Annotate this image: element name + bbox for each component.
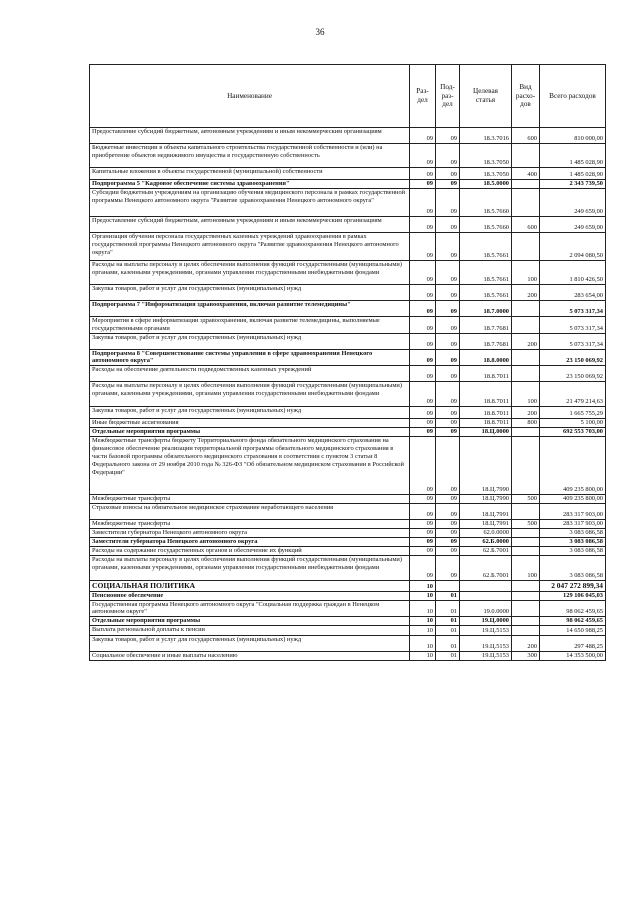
row-target: 18.Ц.7991 [460, 520, 512, 529]
row-target: 18.Ц.0000 [460, 428, 512, 437]
row-podrazdel: 09 [436, 144, 460, 168]
row-vid [512, 547, 540, 556]
row-total: 692 553 703,00 [540, 428, 606, 437]
row-target: 18.7.7681 [460, 333, 512, 349]
row-name: Предоставление субсидий бюджетным, автономным учреждениям и иным некоммерческим организациям [90, 128, 410, 144]
table-row [90, 317, 606, 334]
row-name: Иные бюджетные ассигнования [90, 419, 410, 428]
row-total: 1 485 028,90 [540, 144, 606, 168]
row-vid: 200 [512, 636, 540, 652]
row-total: 98 062 459,65 [540, 600, 606, 617]
table-row [90, 233, 606, 261]
row-total: 2 094 080,50 [540, 233, 606, 261]
row-razdel: 10 [410, 581, 436, 591]
row-razdel: 09 [410, 504, 436, 520]
table-row [90, 504, 606, 520]
row-razdel: 10 [410, 626, 436, 636]
row-podrazdel: 09 [436, 504, 460, 520]
row-podrazdel: 09 [436, 382, 460, 407]
header-podrazdel: Под- раз- дел [436, 65, 460, 128]
row-name: Государственная программа Ненецкого автономного округа "Социальная поддержка граждан в Ненецком автономном округе" [90, 600, 410, 617]
row-podrazdel: 09 [436, 285, 460, 301]
row-vid [512, 581, 540, 591]
row-target: 62.Б.7001 [460, 547, 512, 556]
row-total: 283 317 903,00 [540, 520, 606, 529]
row-total: 2 343 739,50 [540, 180, 606, 189]
row-name: Страховые взносы на обязательное медицинское страхование неработающего населения [90, 504, 410, 520]
row-vid [512, 437, 540, 495]
row-podrazdel: 09 [436, 301, 460, 317]
table-row [90, 168, 606, 180]
row-name: Социальное обеспечение и иные выплаты населению [90, 652, 410, 661]
row-vid [512, 626, 540, 636]
row-target: 18.Ц.7991 [460, 504, 512, 520]
row-target: 18.8.7011 [460, 366, 512, 382]
row-vid: 100 [512, 382, 540, 407]
row-name: Субсидии бюджетным учреждениям на организацию обучения медицинского персонала в рамках государственной программы Ненецкого автономного округа "Развитие здравоохранения Ненецкого автономного округа" [90, 189, 410, 217]
row-vid: 200 [512, 407, 540, 419]
row-target: 18.7.0000 [460, 301, 512, 317]
row-name: Отдельные мероприятия программы [90, 428, 410, 437]
row-razdel: 09 [410, 495, 436, 504]
row-total: 3 083 086,58 [540, 556, 606, 581]
row-name: Мероприятия в сфере информатизации здравоохранения, включая развитие телемедицины, выполняемые государственными органами [90, 317, 410, 334]
row-razdel: 09 [410, 428, 436, 437]
row-total: 23 150 069,92 [540, 349, 606, 366]
row-vid [512, 366, 540, 382]
row-target: 62.Б.0000 [460, 538, 512, 547]
row-name: Межбюджетные трансферты бюджету Территориального фонда обязательного медицинского страхования на финансовое обеспечение реализации территориальной программы обязательного медицинского страхования в части базовой программы обязательного медицинского страхования в соответствии с пунктом 3 статьи 8 Федерального закона от 29 ноября 2010 года № 326-ФЗ "Об обязательном медицинском страховании в Российской Федерации" [90, 437, 410, 495]
row-razdel: 09 [410, 547, 436, 556]
table-row [90, 189, 606, 217]
row-name: СОЦИАЛЬНАЯ ПОЛИТИКА [90, 581, 410, 591]
row-name: Предоставление субсидий бюджетным, автономным учреждениям и иным некоммерческим организациям [90, 217, 410, 233]
row-name: Расходы на выплаты персоналу в целях обеспечения выполнения функций государственными (муниципальными) органами, казенными учреждениями, органами управления государственными внебюджетными фондами [90, 382, 410, 407]
table-row [90, 180, 606, 189]
row-vid [512, 189, 540, 217]
row-target: 18.Ц.7990 [460, 437, 512, 495]
row-name: Закупка товаров, работ и услуг для государственных (муниципальных) нужд [90, 636, 410, 652]
row-razdel: 09 [410, 538, 436, 547]
row-name: Закупка товаров, работ и услуг для государственных (муниципальных) нужд [90, 407, 410, 419]
row-podrazdel [436, 581, 460, 591]
row-total: 14 353 500,00 [540, 652, 606, 661]
table-row [90, 538, 606, 547]
row-total: 5 073 317,34 [540, 317, 606, 334]
row-name: Подпрограмма 5 "Кадровое обеспечение системы здравоохранения" [90, 180, 410, 189]
row-razdel: 09 [410, 407, 436, 419]
row-vid [512, 180, 540, 189]
row-name: Бюджетные инвестиции в объекты капитального строительства государственной собственности и (или) на приобретение объектов недвижимого имущества в государственную собственность [90, 144, 410, 168]
row-vid: 500 [512, 520, 540, 529]
row-name: Расходы на содержание государственных органов и обеспечение их функций [90, 547, 410, 556]
row-vid [512, 349, 540, 366]
row-razdel: 09 [410, 520, 436, 529]
row-podrazdel: 09 [436, 520, 460, 529]
row-total: 1 485 028,90 [540, 168, 606, 180]
row-total: 14 650 988,25 [540, 626, 606, 636]
row-total: 1 810 426,50 [540, 261, 606, 285]
row-vid: 400 [512, 168, 540, 180]
row-podrazdel: 09 [436, 419, 460, 428]
row-vid: 300 [512, 652, 540, 661]
row-razdel: 09 [410, 144, 436, 168]
row-target: 18.3.7016 [460, 128, 512, 144]
row-podrazdel: 09 [436, 261, 460, 285]
row-podrazdel: 01 [436, 591, 460, 600]
row-vid: 600 [512, 217, 540, 233]
row-razdel: 09 [410, 419, 436, 428]
table-row [90, 419, 606, 428]
row-total: 21 479 214,63 [540, 382, 606, 407]
row-target: 19.0.0000 [460, 600, 512, 617]
row-target: 18.5.7661 [460, 233, 512, 261]
row-name: Закупка товаров, работ и услуг для государственных (муниципальных) нужд [90, 333, 410, 349]
table-row [90, 382, 606, 407]
row-razdel: 10 [410, 636, 436, 652]
row-razdel: 09 [410, 301, 436, 317]
row-vid: 800 [512, 419, 540, 428]
row-total: 5 073 317,34 [540, 333, 606, 349]
table-row [90, 128, 606, 144]
row-razdel: 09 [410, 168, 436, 180]
table-row [90, 407, 606, 419]
table-row [90, 285, 606, 301]
row-total: 249 659,00 [540, 189, 606, 217]
row-vid: 500 [512, 495, 540, 504]
row-razdel: 09 [410, 317, 436, 334]
header-razdel: Раз- дел [410, 65, 436, 128]
row-target: 18.Ц.7990 [460, 495, 512, 504]
row-razdel: 09 [410, 261, 436, 285]
row-total: 23 150 069,92 [540, 366, 606, 382]
row-razdel: 09 [410, 189, 436, 217]
row-target [460, 581, 512, 591]
row-podrazdel: 01 [436, 617, 460, 626]
row-target: 18.5.7660 [460, 189, 512, 217]
row-vid [512, 617, 540, 626]
row-target [460, 591, 512, 600]
row-razdel: 10 [410, 591, 436, 600]
row-vid [512, 504, 540, 520]
header-name: Наименование [90, 65, 410, 128]
row-razdel: 09 [410, 529, 436, 538]
row-vid [512, 301, 540, 317]
row-vid: 200 [512, 285, 540, 301]
row-total: 129 106 045,03 [540, 591, 606, 600]
header-total: Всего расходов [540, 65, 606, 128]
row-name: Подпрограмма 7 "Информатизация здравоохранения, включая развитие телемедицины" [90, 301, 410, 317]
row-name: Пенсионное обеспечение [90, 591, 410, 600]
row-name: Отдельные мероприятия программы [90, 617, 410, 626]
row-total: 3 083 086,58 [540, 538, 606, 547]
row-name: Межбюджетные трансферты [90, 495, 410, 504]
row-vid [512, 144, 540, 168]
row-razdel: 10 [410, 617, 436, 626]
row-target: 18.3.7050 [460, 144, 512, 168]
row-vid: 200 [512, 333, 540, 349]
table-row [90, 495, 606, 504]
row-target: 18.3.7050 [460, 168, 512, 180]
table-row [90, 652, 606, 661]
row-target: 18.5.0000 [460, 180, 512, 189]
row-name: Организация обучения персонала государственных казенных учреждений здравоохранения в рамках государственной программы Ненецкого автономного округа "Развитие здравоохранения Ненецкого автономного округа" [90, 233, 410, 261]
row-podrazdel: 09 [436, 128, 460, 144]
row-total: 297 488,25 [540, 636, 606, 652]
row-vid: 600 [512, 128, 540, 144]
table-row [90, 144, 606, 168]
budget-table [89, 64, 606, 661]
row-razdel: 09 [410, 556, 436, 581]
row-podrazdel: 09 [436, 547, 460, 556]
table-row [90, 301, 606, 317]
table-row [90, 617, 606, 626]
table-row [90, 428, 606, 437]
row-podrazdel: 09 [436, 333, 460, 349]
row-name: Заместители губернатора Ненецкого автономного округа [90, 538, 410, 547]
row-target: 62.0.0000 [460, 529, 512, 538]
table-row [90, 333, 606, 349]
table-row [90, 261, 606, 285]
row-target: 62.Б.7001 [460, 556, 512, 581]
table-body [90, 128, 606, 661]
row-podrazdel: 09 [436, 366, 460, 382]
row-total: 249 659,00 [540, 217, 606, 233]
row-podrazdel: 09 [436, 217, 460, 233]
row-razdel: 09 [410, 128, 436, 144]
row-podrazdel: 09 [436, 189, 460, 217]
row-razdel: 09 [410, 217, 436, 233]
row-target: 19.Ц.0000 [460, 617, 512, 626]
row-name: Выплата региональной доплаты к пенсии [90, 626, 410, 636]
row-podrazdel: 01 [436, 626, 460, 636]
row-name: Расходы на обеспечение деятельности подведомственных казенных учреждений [90, 366, 410, 382]
row-total: 409 235 800,00 [540, 495, 606, 504]
row-vid [512, 529, 540, 538]
table-row [90, 349, 606, 366]
row-total: 283 317 903,00 [540, 504, 606, 520]
table-row [90, 547, 606, 556]
row-target: 18.8.0000 [460, 349, 512, 366]
row-target: 18.7.7681 [460, 317, 512, 334]
row-total: 5 073 317,34 [540, 301, 606, 317]
table-row [90, 636, 606, 652]
row-name: Расходы на выплаты персоналу в целях обеспечения выполнения функций государственными (муниципальными) органами, казенными учреждениями, органами управления государственными внебюджетными фондами [90, 261, 410, 285]
row-name: Расходы на выплаты персоналу в целях обеспечения выполнения функций государственными (муниципальными) органами, казенными учреждениями, органами управления государственными внебюджетными фондами [90, 556, 410, 581]
row-podrazdel: 09 [436, 529, 460, 538]
row-target: 19.Ц.5153 [460, 636, 512, 652]
table-row [90, 366, 606, 382]
row-podrazdel: 01 [436, 636, 460, 652]
row-podrazdel: 09 [436, 538, 460, 547]
table-row [90, 626, 606, 636]
row-target: 18.8.7011 [460, 382, 512, 407]
row-total: 98 062 459,65 [540, 617, 606, 626]
row-razdel: 09 [410, 366, 436, 382]
row-total: 283 654,00 [540, 285, 606, 301]
row-target: 18.8.7011 [460, 419, 512, 428]
row-vid: 100 [512, 261, 540, 285]
row-name: Капитальные вложения в объекты государственной (муниципальной) собственности [90, 168, 410, 180]
row-total: 5 100,00 [540, 419, 606, 428]
row-podrazdel: 09 [436, 233, 460, 261]
header-vid: Вид расхо- дов [512, 65, 540, 128]
row-total: 3 083 086,58 [540, 547, 606, 556]
row-target: 18.5.7661 [460, 285, 512, 301]
header-target: Целевая статья [460, 65, 512, 128]
row-name: Закупка товаров, работ и услуг для государственных (муниципальных) нужд [90, 285, 410, 301]
row-podrazdel: 01 [436, 652, 460, 661]
table-header-row [90, 65, 606, 128]
table-row [90, 600, 606, 617]
row-target: 18.8.7011 [460, 407, 512, 419]
row-total: 2 047 272 899,34 [540, 581, 606, 591]
row-podrazdel: 09 [436, 168, 460, 180]
row-razdel: 09 [410, 233, 436, 261]
table-row [90, 217, 606, 233]
row-razdel: 09 [410, 437, 436, 495]
table-row [90, 437, 606, 495]
row-target: 18.5.7660 [460, 217, 512, 233]
row-vid [512, 591, 540, 600]
row-vid [512, 538, 540, 547]
row-total: 1 665 755,29 [540, 407, 606, 419]
row-name: Межбюджетные трансферты [90, 520, 410, 529]
row-vid: 100 [512, 556, 540, 581]
row-podrazdel: 09 [436, 428, 460, 437]
table-row [90, 520, 606, 529]
row-name: Подпрограмма 8 "Совершенствование системы управления в сфере здравоохранения Ненецкого автономного округа" [90, 349, 410, 366]
row-vid [512, 233, 540, 261]
row-total: 409 235 800,00 [540, 437, 606, 495]
row-razdel: 10 [410, 600, 436, 617]
row-vid [512, 600, 540, 617]
table-row [90, 529, 606, 538]
row-podrazdel: 09 [436, 437, 460, 495]
row-podrazdel: 09 [436, 407, 460, 419]
row-target: 18.5.7661 [460, 261, 512, 285]
row-total: 810 000,00 [540, 128, 606, 144]
row-podrazdel: 09 [436, 180, 460, 189]
table-row [90, 556, 606, 581]
row-razdel: 09 [410, 333, 436, 349]
table-row [90, 581, 606, 591]
row-vid [512, 317, 540, 334]
row-total: 3 083 086,58 [540, 529, 606, 538]
page-number: 36 [315, 27, 325, 37]
row-podrazdel: 09 [436, 317, 460, 334]
row-target: 19.Ц.5153 [460, 652, 512, 661]
row-razdel: 09 [410, 180, 436, 189]
row-name: Заместители губернатора Ненецкого автономного округа [90, 529, 410, 538]
row-podrazdel: 09 [436, 495, 460, 504]
row-podrazdel: 09 [436, 349, 460, 366]
row-razdel: 09 [410, 382, 436, 407]
row-razdel: 09 [410, 349, 436, 366]
row-target: 19.Ц.5153 [460, 626, 512, 636]
row-razdel: 09 [410, 285, 436, 301]
row-podrazdel: 01 [436, 600, 460, 617]
row-razdel: 10 [410, 652, 436, 661]
table-row [90, 591, 606, 600]
row-vid [512, 428, 540, 437]
row-podrazdel: 09 [436, 556, 460, 581]
